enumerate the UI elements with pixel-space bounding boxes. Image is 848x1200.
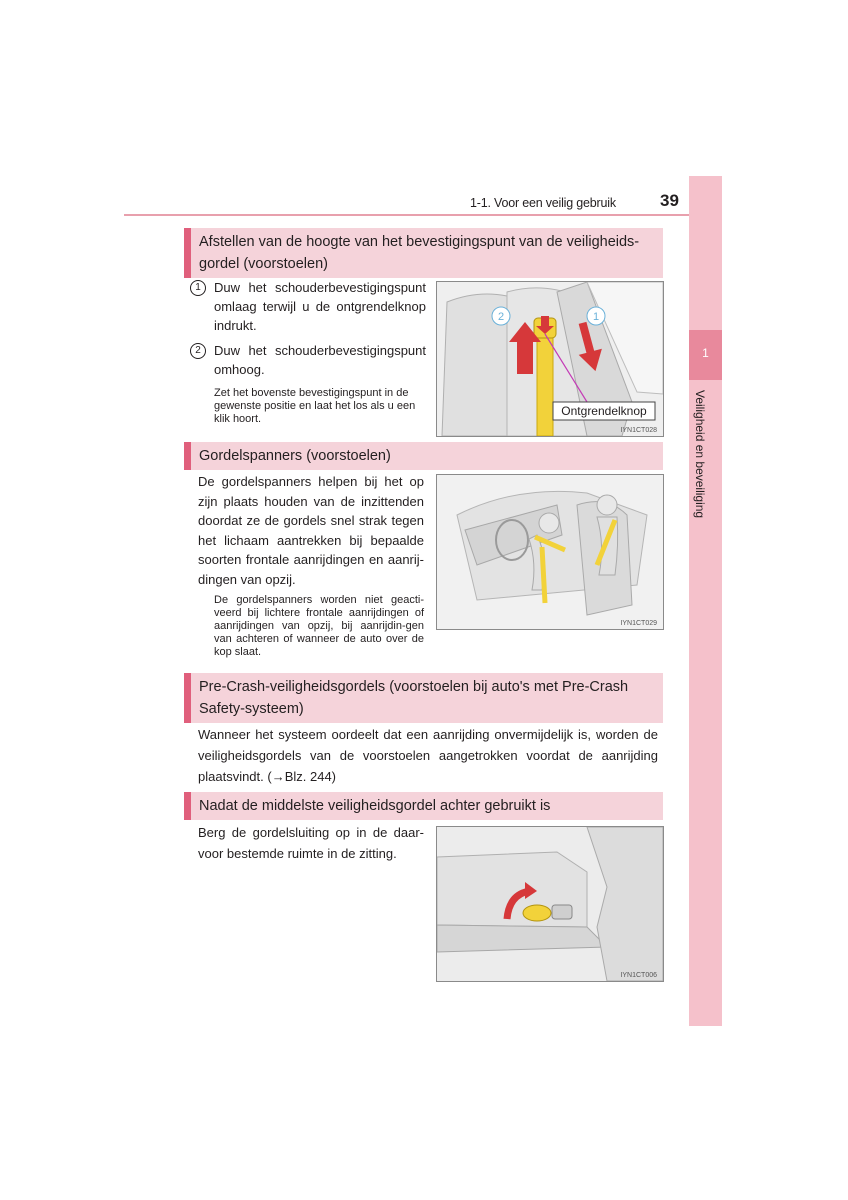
anchor-illustration bbox=[437, 282, 663, 436]
precrash-text: Wanneer het systeem oordeelt dat een aanrijding onvermijdelijk is, worden de veiligheidsgordels van de voorstoelen aangetrokken voordat de aanrijding plaatsvindt. (→Blz. 244) bbox=[198, 727, 658, 784]
step-2 bbox=[190, 341, 426, 379]
figure-pretensioners bbox=[436, 474, 664, 630]
step-text: Duw het schouderbevestigingspunt omhoog. bbox=[214, 343, 426, 377]
figure-rear-buckle bbox=[436, 826, 664, 982]
section-heading-line: Safety-systeem) bbox=[199, 701, 304, 717]
section-heading-line: Gordelspanners (voorstoelen) bbox=[199, 448, 391, 464]
section-heading-rear-center-belt bbox=[184, 792, 663, 820]
step-text: Duw het schouderbevestigingspunt omlaag terwijl u de ontgrendelknop indrukt. bbox=[214, 280, 426, 333]
running-header: 1-1. Voor een veilig gebruik bbox=[470, 196, 616, 210]
note-text: De gordelspanners worden niet geacti-veerd bij lichtere frontale aanrijdingen of aanrijdingen van opzij, bij aanrijdin-gen van achteren of wanneer de auto over de kop slaat. bbox=[214, 594, 424, 658]
section-heading-line: Pre-Crash-veiligheidsgordels (voorstoelen bij auto's met Pre-Crash bbox=[199, 679, 629, 695]
step-number: 2 bbox=[190, 343, 206, 359]
section-heading-anchor-height bbox=[184, 228, 663, 278]
header-rule bbox=[124, 214, 694, 216]
section-heading-pretensioners bbox=[184, 442, 663, 470]
buckle-illustration bbox=[437, 827, 663, 981]
chapter-tab bbox=[689, 176, 722, 1026]
section-heading-line: gordel (voorstoelen) bbox=[199, 256, 328, 272]
pretensioner-text: De gordelspanners helpen bij het op zijn plaats houden van de inzittenden doordat ze de gordels snel strak tegen het lichaam aantrekken bij bepaalde soorten frontale aanrijdingen en aanrij-dingen van opzij. bbox=[198, 474, 424, 587]
figure-code: IYN1CT029 bbox=[620, 620, 657, 627]
rear-belt-text: Berg de gordelsluiting op in de daar-voor bestemde ruimte in de zitting. bbox=[198, 825, 424, 861]
page-number: 39 bbox=[660, 191, 679, 210]
step-number: 1 bbox=[190, 280, 206, 296]
note-text: Zet het bovenste bevestigingspunt in de gewenste positie en laat het los als u een klik hoort. bbox=[214, 387, 416, 425]
step-1 bbox=[190, 278, 426, 335]
section-heading-precrash bbox=[184, 673, 663, 723]
section-heading-line: Afstellen van de hoogte van het bevestigingspunt van de veiligheids- bbox=[199, 234, 640, 250]
chapter-number: 1 bbox=[689, 330, 722, 380]
figure-anchor-adjust bbox=[436, 281, 664, 437]
figure-code: IYN1CT006 bbox=[620, 972, 657, 979]
chapter-label: Veiligheid en beveiliging bbox=[693, 390, 707, 519]
figure-code: IYN1CT028 bbox=[620, 427, 657, 434]
pretensioner-illustration bbox=[437, 475, 663, 629]
figure-label-1: 1 bbox=[592, 311, 600, 323]
section-heading-line: Nadat de middelste veiligheidsgordel achter gebruikt is bbox=[199, 798, 551, 814]
figure-callout: Ontgrendelknop bbox=[561, 404, 647, 418]
figure-label-2: 2 bbox=[497, 311, 505, 323]
